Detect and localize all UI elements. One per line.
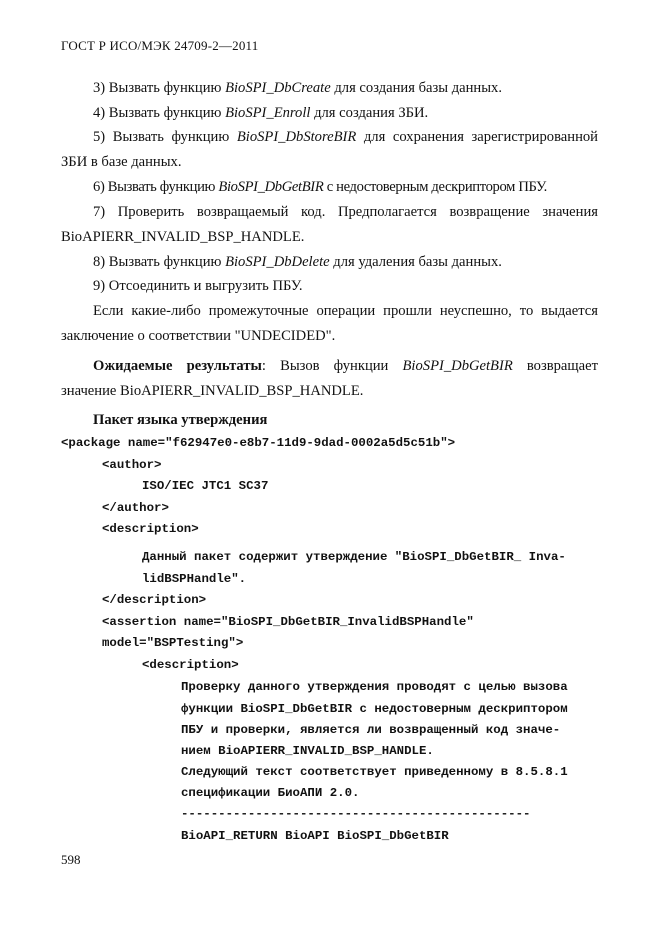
step-7: 7) Проверить возвращаемый код. Предполагается возвращение значения BioAPIERR_INVALID_BSP_HANDLE.: [61, 204, 598, 245]
step-8-function: BioSPI_DbDelete: [225, 254, 330, 270]
step-3: [61, 76, 598, 101]
step-5-prefix: 5) Вызвать функцию: [93, 129, 237, 145]
code-inner-line: нием BioAPIERR_INVALID_BSP_HANDLE.: [181, 744, 434, 758]
step-6-function: BioSPI_DbGetBIR: [218, 179, 324, 195]
package-heading: Пакет языка утверждения: [93, 412, 268, 428]
expected-results-suffix: возвращает значение BioAPIERR_INVALID_BSP_HANDLE.: [61, 358, 598, 399]
step-3-prefix: 3) Вызвать функцию: [93, 80, 226, 96]
step-8-suffix: для удаления базы данных.: [329, 254, 502, 270]
code-inner-line: функции BioSPI_DbGetBIR с недостоверным дескриптором: [181, 702, 568, 716]
step-6: [61, 175, 598, 200]
step-4-prefix: 4) Вызвать функцию: [93, 105, 226, 121]
code-separator-line: -----------------------------------------------: [181, 807, 531, 821]
code-author-close: </author>: [102, 501, 169, 515]
code-inner-line: ПБУ и проверки, является ли возвращенный код значе-: [181, 723, 561, 737]
step-4-function: BioSPI_Enroll: [225, 105, 311, 121]
code-author-open: <author>: [102, 458, 162, 472]
step-3-function: BioSPI_DbCreate: [225, 80, 331, 96]
step-3-suffix: для создания базы данных.: [330, 80, 502, 96]
step-6-prefix: 6) Вызвать функцию: [93, 179, 219, 195]
code-assertion-line-1: <assertion name="BioSPI_DbGetBIR_InvalidBSPHandle": [102, 615, 474, 629]
expected-results-prefix: : Вызов функции: [261, 358, 403, 374]
code-description-line-1: Данный пакет содержит утверждение "BioSPI_DbGetBIR_ Inva-: [142, 550, 566, 564]
step-8-prefix: 8) Вызвать функцию: [93, 254, 226, 270]
step-4: [61, 101, 598, 126]
code-inner-line: Следующий текст соответствует приведенному в 8.5.8.1: [181, 765, 568, 779]
failure-note: Если какие-либо промежуточные операции прошли неуспешно, то выдается заключение о соответствии "UNDECIDED".: [61, 303, 598, 344]
step-9: 9) Отсоединить и выгрузить ПБУ.: [93, 278, 303, 294]
code-author-value: ISO/IEC JTC1 SC37: [142, 479, 269, 493]
code-inner-line: Проверку данного утверждения проводят с целью вызова: [181, 680, 568, 694]
code-inner-line: BioAPI_RETURN BioAPI BioSPI_DbGetBIR: [181, 829, 449, 843]
step-6-suffix: с недостоверным дескриптором ПБУ.: [323, 179, 547, 195]
code-description-close: </description>: [102, 593, 207, 607]
code-package-open: <package name="f62947e0-e8b7-11d9-9dad-0002a5d5c51b">: [61, 436, 456, 450]
document-header: ГОСТ Р ИСО/МЭК 24709-2—2011: [61, 38, 259, 53]
step-5: [61, 125, 598, 174]
step-5-suffix: для сохранения зарегистрированной ЗБИ в базе данных.: [61, 129, 598, 170]
code-inner-line: спецификации БиоАПИ 2.0.: [181, 786, 360, 800]
code-description-open: <description>: [102, 522, 199, 536]
expected-results: [61, 354, 598, 403]
expected-results-label: Ожидаемые результаты: [93, 358, 262, 374]
code-inner-description-open: <description>: [142, 658, 239, 672]
code-assertion-line-2: model="BSPTesting">: [102, 636, 244, 650]
step-4-suffix: для создания ЗБИ.: [310, 105, 429, 121]
step-8: [61, 250, 598, 275]
expected-results-function: BioSPI_DbGetBIR: [402, 358, 513, 374]
step-5-function: BioSPI_DbStoreBIR: [236, 129, 357, 145]
page-number: 598: [61, 852, 81, 867]
code-description-line-2: lidBSPHandle".: [142, 572, 247, 586]
